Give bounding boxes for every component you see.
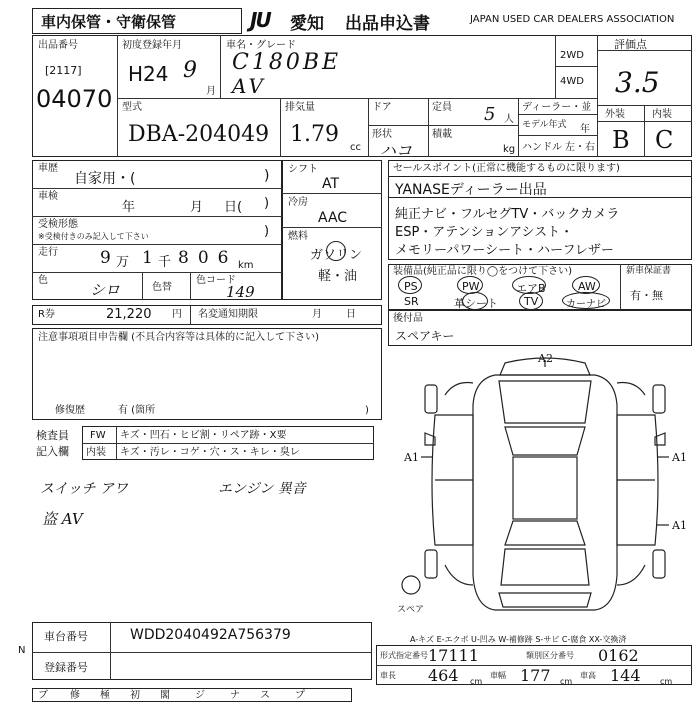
notice-label: 名変通知期限 bbox=[198, 309, 258, 320]
model-type-label: 型式 bbox=[122, 102, 142, 113]
dealer-label: ディーラー・並 bbox=[522, 102, 592, 113]
lot-bracket: [2117] bbox=[45, 64, 82, 77]
history-value: 自家用・( bbox=[74, 171, 136, 187]
inspector-interior-label: 内装 bbox=[86, 447, 106, 458]
class-number: 0162 bbox=[598, 646, 639, 665]
length-unit: cm bbox=[470, 677, 483, 686]
fw-items: キズ・凹石・ヒビ割・リペア跡・X要 bbox=[120, 430, 287, 441]
height-label: 車高 bbox=[580, 671, 596, 680]
equip-pw: PW bbox=[462, 280, 480, 293]
registration-era: H24 bbox=[128, 62, 169, 86]
damage-legend: A-キズ E-エクボ U-凹み W-補修跡 S-サビ C-腐食 XX-交換済 bbox=[410, 635, 627, 644]
drive-2wd: 2WD bbox=[560, 50, 584, 61]
registration-month: 9 bbox=[183, 58, 197, 83]
inspector-label-1: 検査員 bbox=[36, 429, 69, 442]
ac-label: 冷房 bbox=[288, 197, 308, 208]
shift-value: AT bbox=[322, 176, 340, 192]
color-value: シロ bbox=[90, 281, 121, 299]
lot-number: 04070 bbox=[36, 85, 113, 113]
mileage-label: 走行 bbox=[38, 247, 58, 258]
storage-label: 車内保管・守衛保管 bbox=[41, 13, 177, 31]
org-english: JAPAN USED CAR DEALERS ASSOCIATION bbox=[470, 14, 675, 25]
mileage-man-unit: 万 bbox=[116, 255, 130, 270]
recycle-yen: 円 bbox=[172, 309, 182, 320]
chassis-label: 車台番号 bbox=[44, 630, 88, 643]
chassis-number: WDD2040492A756379 bbox=[130, 627, 291, 643]
repair-value: 有 (箇所 bbox=[118, 405, 156, 416]
mileage-sen-unit: 千 bbox=[158, 255, 172, 270]
spare-label: スペア bbox=[397, 605, 425, 615]
load-label: 積載 bbox=[432, 129, 452, 140]
history-label: 車歴 bbox=[38, 163, 58, 174]
kg-unit: kg bbox=[503, 144, 516, 155]
footer-item-4: 初 bbox=[130, 690, 140, 701]
damage-a1-left: A1 bbox=[404, 451, 419, 464]
history-close: ) bbox=[264, 168, 270, 184]
interior-label: 内装 bbox=[652, 109, 672, 120]
capacity-unit: 人 bbox=[504, 114, 514, 125]
handle-position: 左・右 bbox=[565, 142, 595, 153]
handle-label: ハンドル bbox=[522, 142, 562, 153]
handwritten-note-engine: エンジン 異音 bbox=[218, 481, 306, 497]
lot-number-label: 出品番号 bbox=[38, 40, 78, 51]
color-code: 149 bbox=[226, 283, 255, 301]
ac-value: AAC bbox=[318, 210, 348, 226]
fuel-gas: ガソリン bbox=[310, 248, 363, 263]
equip-ps: PS bbox=[404, 280, 418, 293]
damage-a2: A2 bbox=[538, 352, 553, 365]
mileage-rest: 806 bbox=[178, 248, 238, 268]
equip-ps-circle bbox=[398, 276, 422, 294]
door-label: ドア bbox=[372, 102, 392, 113]
ju-logo: JU bbox=[250, 8, 270, 32]
displacement: 1.79 bbox=[290, 122, 339, 147]
notice-month: 月 bbox=[312, 309, 322, 320]
inspection-year: 年 bbox=[122, 200, 136, 215]
footer-item-9: プ bbox=[295, 690, 305, 701]
drive-4wd: 4WD bbox=[560, 76, 584, 87]
handwritten-note-av: 盗 AV bbox=[42, 510, 83, 528]
receipt-note: ※受検付きのみ記入して下さい bbox=[38, 232, 149, 241]
inspection-close: ) bbox=[264, 196, 270, 211]
car-name-label: 車名・グレード bbox=[226, 40, 296, 51]
car-damage-diagram bbox=[395, 345, 695, 635]
damage-a1-rear-right: A1 bbox=[672, 519, 687, 532]
sales-line-2: 純正ナビ・フルセグTV・バックカメラ bbox=[395, 207, 620, 222]
shift-label: シフト bbox=[288, 164, 318, 175]
equip-tv: TV bbox=[524, 295, 539, 308]
cc-unit: cc bbox=[350, 142, 361, 153]
receipt-close: ) bbox=[264, 224, 270, 239]
repair-close: ) bbox=[365, 405, 369, 416]
new-car-warranty-value: 有・無 bbox=[630, 289, 663, 302]
mileage-sen: 1 bbox=[142, 248, 153, 268]
fuel-label: 燃料 bbox=[288, 231, 308, 242]
capacity-label: 定員 bbox=[432, 102, 452, 113]
car-grade: AV bbox=[232, 74, 266, 98]
exterior-score: B bbox=[612, 126, 630, 154]
fuel-light: 軽・油 bbox=[318, 269, 358, 284]
storage-label-box bbox=[32, 8, 242, 34]
equip-leather: 革シート bbox=[454, 297, 498, 310]
equip-navi: カーナビ bbox=[566, 299, 606, 310]
capacity-value: 5 bbox=[484, 104, 496, 125]
footer-item-8: ス bbox=[260, 690, 270, 701]
height-unit: cm bbox=[660, 677, 673, 686]
length-label: 車長 bbox=[380, 671, 396, 680]
model-category-label: 形式指定番号 bbox=[380, 651, 428, 660]
history-grid bbox=[32, 160, 282, 300]
model-year-label: モデル年式 bbox=[522, 120, 567, 130]
score-label: 評価点 bbox=[614, 38, 647, 51]
equip-pw-circle bbox=[457, 276, 483, 294]
height-value: 144 bbox=[610, 666, 641, 685]
recycle-value: 21,220 bbox=[106, 307, 152, 322]
width-label: 車幅 bbox=[490, 671, 506, 680]
footer-item-2: 修 bbox=[70, 690, 80, 701]
color-change-label: 色替 bbox=[152, 282, 172, 293]
year-unit: 年 bbox=[580, 124, 590, 135]
length-value: 464 bbox=[428, 666, 459, 685]
equip-sr: SR bbox=[404, 295, 419, 308]
footer-item-5: 閣 bbox=[160, 690, 170, 701]
color-label: 色 bbox=[38, 275, 48, 286]
shape-value: ハコ bbox=[380, 141, 413, 160]
footer-item-7: ナ bbox=[230, 690, 240, 701]
sales-line-1: YANASEディーラー出品 bbox=[395, 182, 547, 198]
sales-line-3: ESP・アテンションアシスト・ bbox=[395, 225, 574, 240]
repair-label: 修復歴 bbox=[55, 405, 85, 416]
equipment-label: 装備品(純正品に限り◯をつけて下さい) bbox=[393, 266, 572, 277]
equip-navi-circle bbox=[562, 292, 610, 309]
footer-item-6: ジ bbox=[195, 690, 205, 701]
document-title: 出品申込書 bbox=[345, 14, 430, 34]
inspection-label: 車検 bbox=[38, 191, 58, 202]
mileage-man: 9 bbox=[100, 248, 111, 268]
inspection-month: 月 bbox=[190, 200, 204, 215]
interior-score: C bbox=[655, 126, 674, 154]
sales-point-label: セールスポイント(正常に機能するものに限ります) bbox=[393, 163, 620, 174]
receipt-label: 受検形態 bbox=[38, 219, 78, 230]
registration-number-label: 登録番号 bbox=[44, 661, 88, 674]
model-type: DBA-204049 bbox=[128, 122, 270, 147]
score-value: 3.5 bbox=[615, 66, 660, 99]
fw-label: FW bbox=[90, 430, 106, 441]
org-name: 愛知 bbox=[290, 14, 324, 34]
notice-day: 日 bbox=[346, 309, 356, 320]
equip-aw: AW bbox=[578, 280, 596, 293]
notes-label: 注意事項項目申告欄 (不具合内容等は具体的に記入して下さい) bbox=[38, 332, 319, 343]
recycle-label: R券 bbox=[38, 309, 55, 320]
car-name: C180BE bbox=[232, 50, 342, 75]
side-mark: N bbox=[18, 645, 26, 656]
footer-item-1: ブ bbox=[38, 690, 48, 701]
inspector-interior-items: キズ・汚レ・コゲ・穴・ス・キレ・臭レ bbox=[120, 447, 300, 458]
km-unit: km bbox=[238, 260, 254, 271]
fuel-gas-circle bbox=[326, 241, 346, 261]
equip-airbag: エアB bbox=[516, 282, 546, 295]
rear-items-label: 後付品 bbox=[393, 313, 423, 324]
width-unit: cm bbox=[560, 677, 573, 686]
equip-leather-circle bbox=[462, 292, 488, 310]
inspection-day: 日( bbox=[224, 200, 243, 215]
equip-tv-circle bbox=[519, 292, 543, 310]
registration-month-unit: 月 bbox=[206, 86, 216, 97]
exterior-label: 外装 bbox=[605, 109, 625, 120]
color-code-label: 色コード bbox=[196, 275, 236, 286]
registration-label: 初度登録年月 bbox=[122, 40, 182, 51]
displacement-label: 排気量 bbox=[285, 102, 315, 113]
width-value: 177 bbox=[520, 666, 551, 685]
new-car-warranty-label: 新車保証書 bbox=[626, 266, 672, 276]
footer-item-3: 極 bbox=[100, 690, 110, 701]
inspector-label-2: 記入欄 bbox=[36, 445, 69, 458]
model-category: 17111 bbox=[428, 646, 479, 665]
rear-items-value: スペアキー bbox=[395, 329, 455, 343]
sales-line-4: メモリーパワーシート・ハーフレザー bbox=[395, 243, 614, 258]
class-label: 類別区分番号 bbox=[526, 651, 574, 660]
damage-a1-right: A1 bbox=[672, 451, 687, 464]
handwritten-note-switch: スイッチ アワ bbox=[40, 481, 128, 497]
shape-label: 形状 bbox=[372, 129, 392, 140]
